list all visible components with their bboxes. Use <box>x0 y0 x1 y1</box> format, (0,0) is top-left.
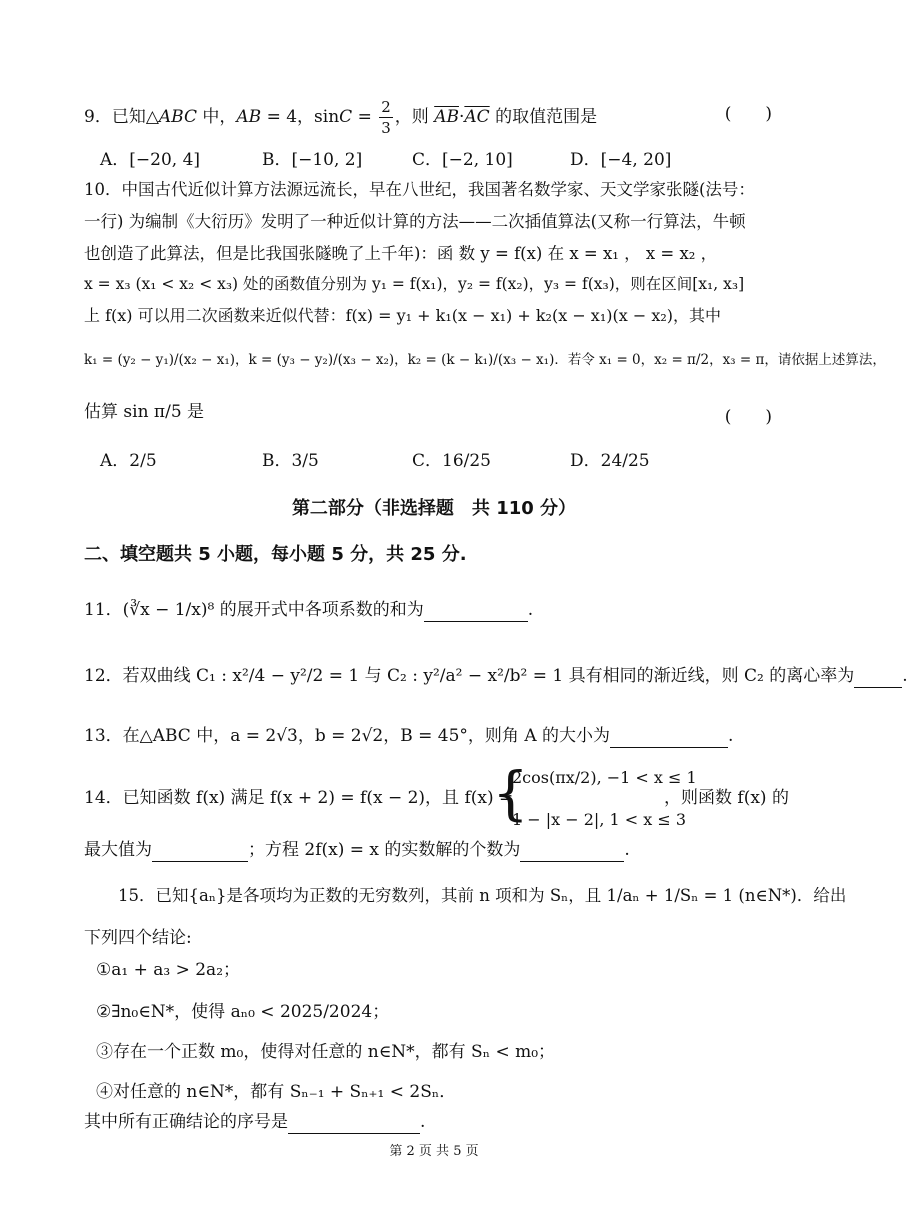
q10-line-6: k₁ = (y₂ − y₁)/(x₂ − x₁)，k = (y₃ − y₂)/(x₃ − x₂)，k₂ = (k − k₁)/(x₃ − x₁)．若令 x₁ = 0，x₂ = π/2，x₃ = π，请依据上述算法， <box>84 352 886 368</box>
q14-line-2: 最大值为 ；方程 2f(x) = x 的实数解的个数为 . <box>84 840 630 860</box>
q10-option-b: B．3/5 <box>262 451 319 471</box>
page-footer: 第 2 页 共 5 页 <box>389 1144 479 1159</box>
q9-stem: 9．已知△ABC 中，AB = 4，sinC = $\frac{2}{3}$ ，则 $\overline{AB}\cdot\overline{AC}$ 的取值范围是 <box>84 98 598 137</box>
q15-line-2: 下列四个结论: <box>84 928 192 948</box>
q15-answer-blank[interactable] <box>288 1115 420 1134</box>
q10-option-c: C．16/25 <box>412 451 491 471</box>
q13-text: 13．在△ABC 中，a = 2√3，b = 2√2，B = 45°，则角 A 的大小为 <box>84 726 611 746</box>
q11-stem: 11．(∛x − 1/x)⁸ 的展开式中各项系数的和为 . <box>84 600 534 620</box>
section2-title: 二、填空题共 5 小题，每小题 5 分，共 25 分. <box>84 544 467 565</box>
q14-max-blank[interactable] <box>152 843 248 862</box>
part2-title: 第二部分（非选择题 共 110 分） <box>291 498 577 519</box>
q13-answer-blank[interactable] <box>610 729 728 748</box>
q15-line-1: 15．已知{aₙ}是各项均为正数的无穷数列，其前 n 项和为 Sₙ，且 1/aₙ + 1/Sₙ = 1 (n∈N*)．给出 <box>118 886 847 905</box>
q13-stem: 13．在△ABC 中，a = 2√3，b = 2√2，B = 45°，则角 A 的大小为 . <box>84 726 734 746</box>
q10-line-2: 一行) 为编制《大衍历》发明了一种近似计算的方法——二次插值算法(又称一行算法，牛顿 <box>84 212 746 231</box>
q10-line-1: 10．中国古代近似计算方法源远流长，早在八世纪，我国著名数学家、天文学家张隧(法号： <box>84 180 755 199</box>
q15-conclusion-1: ①a₁ + a₃ > 2a₂； <box>96 960 241 980</box>
q10-option-a: A．2/5 <box>100 451 157 471</box>
q14-line-1-end: ，则函数 f(x) 的 <box>664 788 789 808</box>
q12-answer-blank[interactable] <box>854 669 902 688</box>
q9-option-b: B．[−10, 2] <box>262 150 363 170</box>
q10-line-5: 上 f(x) 可以用二次函数来近似代替：f(x) = y₁ + k₁(x − x₁) + k₂(x − x₁)(x − x₂)，其中 <box>84 306 722 325</box>
q15-conclusion-3: ③存在一个正数 m₀，使得对任意的 n∈N*，都有 Sₙ < m₀； <box>96 1042 556 1062</box>
q12-text: 12．若双曲线 C₁ : x²/4 − y²/2 = 1 与 C₂ : y²/a² − x²/b² = 1 具有相同的渐近线，则 C₂ 的离心率为 <box>84 666 855 686</box>
q9-option-c: C．[−2, 10] <box>412 150 513 170</box>
q10-line-4: x = x₃ (x₁ < x₂ < x₃) 处的函数值分别为 y₁ = f(x₁)，y₂ = f(x₂)，y₃ = f(x₃)，则在区间[x₁, x₃] <box>84 275 745 293</box>
q14-case-2: 1 − |x − 2|, 1 < x ≤ 3 <box>512 810 687 829</box>
q14-count-blank[interactable] <box>520 843 624 862</box>
q10-answer-paren: ( ) <box>724 407 772 427</box>
q11-text: 11．(∛x − 1/x)⁸ 的展开式中各项系数的和为 <box>84 600 424 620</box>
q14-brace: { <box>492 759 529 827</box>
q11-answer-blank[interactable] <box>424 603 528 622</box>
q14-case-1: 2cos(πx/2), −1 < x ≤ 1 <box>512 768 697 787</box>
q10-line-7: 估算 sin π/5 是 <box>84 402 205 422</box>
q10-option-d: D．24/25 <box>570 451 650 471</box>
q14-count-label: ；方程 2f(x) = x 的实数解的个数为 <box>248 840 521 860</box>
q15-final: 其中所有正确结论的序号是 . <box>84 1112 426 1132</box>
q15-conclusion-4: ④对任意的 n∈N*，都有 Sₙ₋₁ + Sₙ₊₁ < 2Sₙ． <box>96 1082 457 1102</box>
q9-answer-paren: ( ) <box>724 104 772 124</box>
q9-option-d: D．[−4, 20] <box>570 150 672 170</box>
q15-conclusion-2: ②∃n₀∈N*，使得 aₙ₀ < 2025/2024； <box>96 1002 390 1022</box>
q14-text: 14．已知函数 f(x) 满足 f(x + 2) = f(x − 2)，且 f(x) = <box>84 788 514 808</box>
q10-line-3: 也创造了此算法，但是比我国张隧晚了上千年)：函 数 y = f(x) 在 x = x₁ ， x = x₂ ， <box>84 244 718 263</box>
q15-final-text: 其中所有正确结论的序号是 <box>84 1112 288 1132</box>
q9-option-a: A．[−20, 4] <box>100 150 201 170</box>
q14-max-label: 最大值为 <box>84 840 152 860</box>
q12-stem: 12．若双曲线 C₁ : x²/4 − y²/2 = 1 与 C₂ : y²/a² − x²/b² = 1 具有相同的渐近线，则 C₂ 的离心率为 . <box>84 666 908 686</box>
